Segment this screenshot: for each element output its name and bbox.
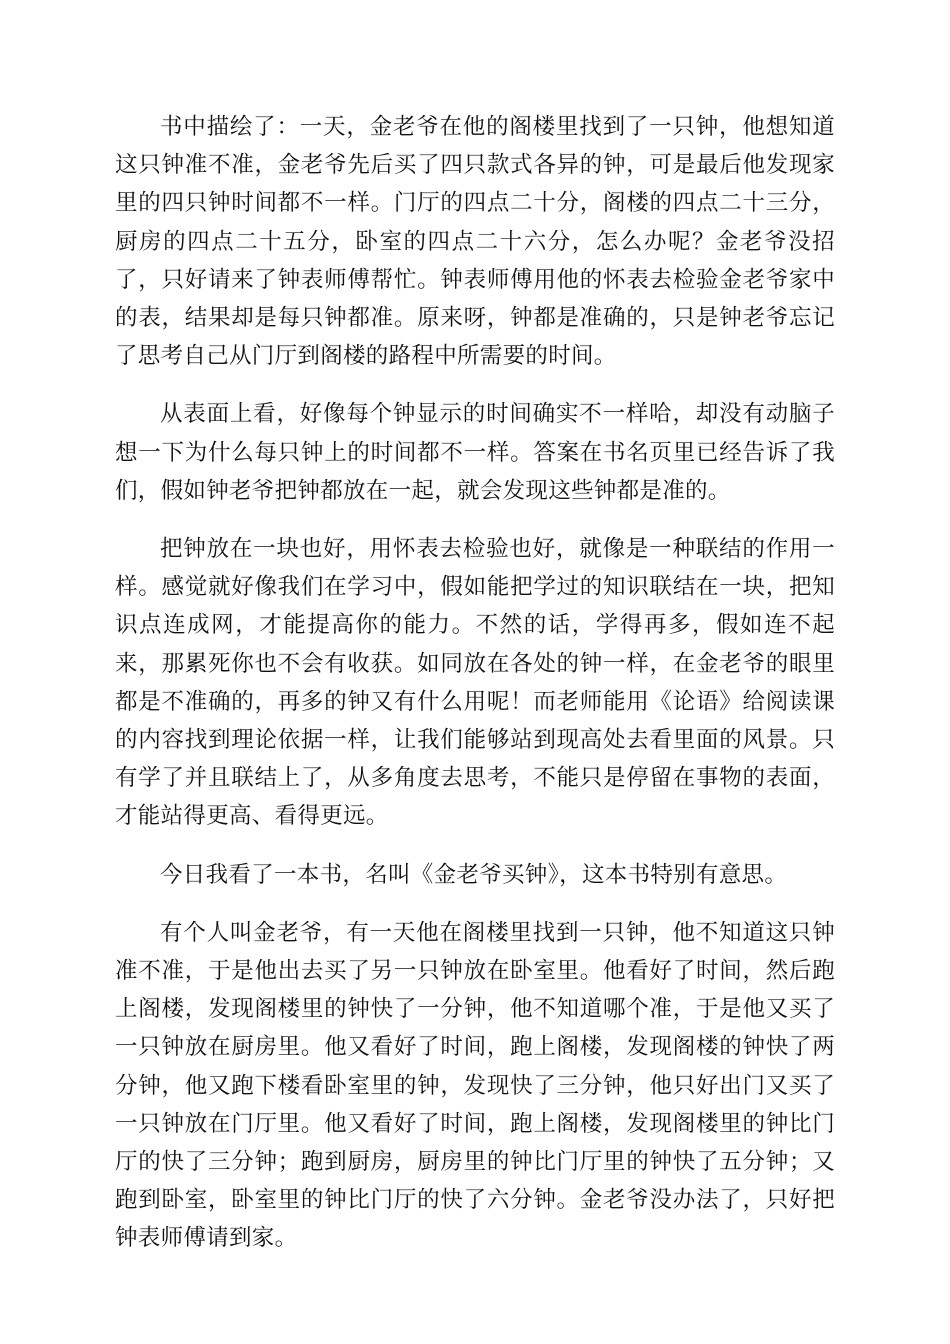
paragraph-4: 今日我看了一本书，名叫《金老爷买钟》，这本书特别有意思。 — [160, 861, 788, 888]
paragraph-2: 从表面上看，好像每个钟显示的时间确实不一样哈，却没有动脑子想一下为什么每只钟上的时间都不一样。答案在书名页里已经告诉了我们，假如钟老爷把钟都放在一起，就会发现这些钟都是准的。 — [115, 401, 835, 504]
paragraph-3: 把钟放在一块也好，用怀表去检验也好，就像是一种联结的作用一样。感觉就好像我们在学习中，假如能把学过的知识联结在一块，把知识点连成网，才能提高你的能力。不然的话，学得再多，假如连不起来，那累死你也不会有收获。如同放在各处的钟一样，在金老爷的眼里都是不准确的，再多的钟又有什么用呢！而老师能用《论语》给阅读课的内容找到理论依据一样，让我们能够站到现高处去看里面的风景。只有学了并且联结上了，从多角度去思考，不能只是停留在事物的表面，才能站得更高、看得更远。 — [115, 536, 835, 830]
paragraph-5: 有个人叫金老爷，有一天他在阁楼里找到一只钟，他不知道这只钟准不准，于是他出去买了另一只钟放在卧室里。他看好了时间，然后跑上阁楼，发现阁楼里的钟快了一分钟，他不知道哪个准，于是他又买了一只钟放在厨房里。他又看好了时间，跑上阁楼，发现阁楼的钟快了两分钟，他又跑下楼看卧室里的钟，发现快了三分钟，他只好出门又买了一只钟放在门厅里。他又看好了时间，跑上阁楼，发现阁楼里的钟比门厅的快了三分钟；跑到厨房，厨房里的钟比门厅里的钟快了五分钟；又跑到卧室，卧室里的钟比门厅的快了六分钟。金老爷没办法了，只好把钟表师傅请到家。 — [115, 919, 835, 1252]
paragraph-1: 书中描绘了：一天，金老爷在他的阁楼里找到了一只钟，他想知道这只钟准不准，金老爷先后买了四只款式各异的钟，可是最后他发现家里的四只钟时间都不一样。门厅的四点二十分，阁楼的四点二十三分，厨房的四点二十五分，卧室的四点二十六分，怎么办呢？金老爷没招了，只好请来了钟表师傅帮忙。钟表师傅用他的怀表去检验金老爷家中的表，结果却是每只钟都准。原来呀，钟都是准确的，只是钟老爷忘记了思考自己从门厅到阁楼的路程中所需要的时间。 — [115, 114, 835, 370]
document-page — [115, 108, 835, 1278]
